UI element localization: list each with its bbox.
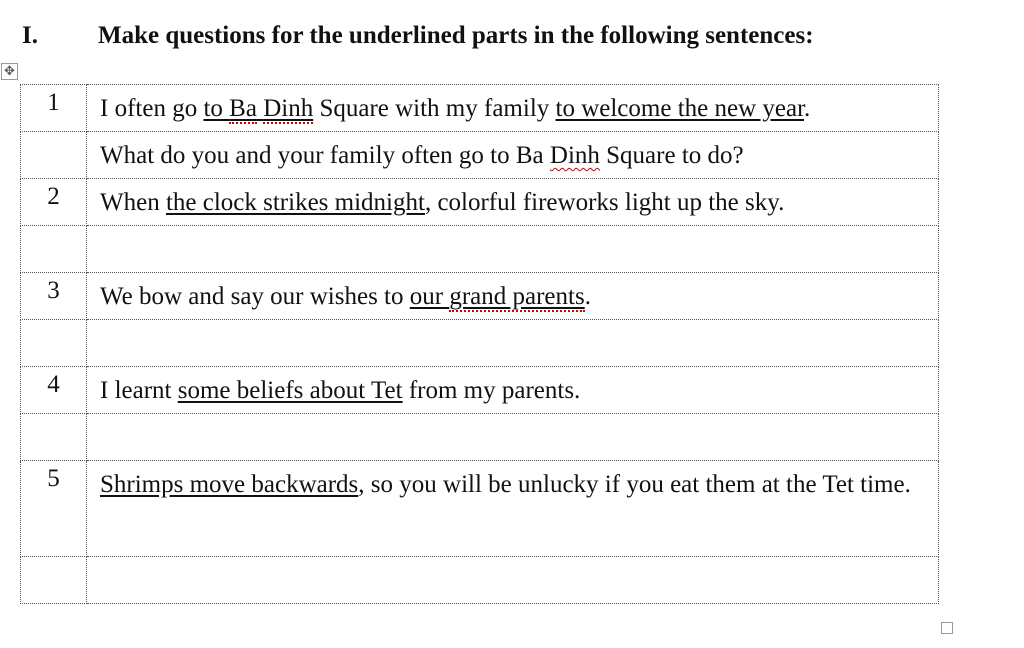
- heading-text: Make questions for the underlined parts in the following sentences:: [98, 22, 814, 49]
- heading-number: I.: [22, 22, 38, 49]
- exercise-table: [20, 84, 939, 604]
- row-number: 2: [21, 179, 87, 226]
- underlined-text: to welcome the new year: [555, 95, 805, 122]
- table-row: [21, 273, 939, 320]
- move-arrows-icon[interactable]: ✥: [1, 63, 18, 80]
- sentence-text: We bow and say our wishes to: [100, 283, 410, 310]
- sentence-text: .: [584, 283, 591, 310]
- row-number: [21, 132, 87, 179]
- answer-cell[interactable]: [87, 320, 939, 367]
- sentence-text: When: [100, 189, 166, 216]
- row-number: 1: [21, 85, 87, 132]
- sentence-text: , so you will be unlucky if you eat them at the Tet time.: [358, 471, 911, 498]
- sentence-text: I learnt: [100, 377, 178, 404]
- answer-cell[interactable]: [87, 414, 939, 461]
- table-row: [21, 179, 939, 226]
- row-number: [21, 414, 87, 461]
- answer-text: Square to do?: [599, 142, 744, 169]
- answer-text: What do you and your family often go to Ba: [100, 142, 550, 169]
- sentence-cell[interactable]: [87, 85, 939, 132]
- row-number: [21, 320, 87, 367]
- row-number: [21, 557, 87, 604]
- underlined-text: the clock strikes midnight: [165, 189, 425, 216]
- exercise-heading: [22, 16, 814, 56]
- row-number: [21, 226, 87, 273]
- row-number: 5: [21, 461, 87, 557]
- sentence-cell[interactable]: [87, 367, 939, 414]
- underlined-text: to: [203, 95, 230, 122]
- resize-square-icon[interactable]: [941, 622, 953, 634]
- sentence-text: I often go: [100, 95, 204, 122]
- row-number: 4: [21, 367, 87, 414]
- underlined-text: Dinh: [263, 95, 314, 122]
- sentence-text: , colorful fireworks light up the sky.: [424, 189, 785, 216]
- answer-cell[interactable]: [87, 132, 939, 179]
- sentence-cell[interactable]: [87, 273, 939, 320]
- sentence-text: .: [804, 95, 811, 122]
- row-number: 3: [21, 273, 87, 320]
- sentence-cell[interactable]: [87, 179, 939, 226]
- table-row: [21, 557, 939, 604]
- table-row: [21, 85, 939, 132]
- table-row: [21, 414, 939, 461]
- table-row: [21, 367, 939, 414]
- table-row: [21, 132, 939, 179]
- answer-cell[interactable]: [87, 226, 939, 273]
- underlined-text: grand parents: [449, 283, 585, 310]
- sentence-cell[interactable]: [87, 461, 939, 557]
- table-row: [21, 461, 939, 557]
- sentence-text: Square with my family: [313, 95, 556, 122]
- table-row: [21, 320, 939, 367]
- table-row: [21, 226, 939, 273]
- underlined-text: Ba: [229, 95, 257, 122]
- sentence-text: from my parents.: [402, 377, 581, 404]
- underlined-text: Shrimps move backwards: [100, 471, 359, 498]
- answer-text: Dinh: [549, 142, 600, 169]
- answer-cell[interactable]: [87, 557, 939, 604]
- underlined-text: our: [409, 283, 450, 310]
- underlined-text: some beliefs about Tet: [177, 377, 403, 404]
